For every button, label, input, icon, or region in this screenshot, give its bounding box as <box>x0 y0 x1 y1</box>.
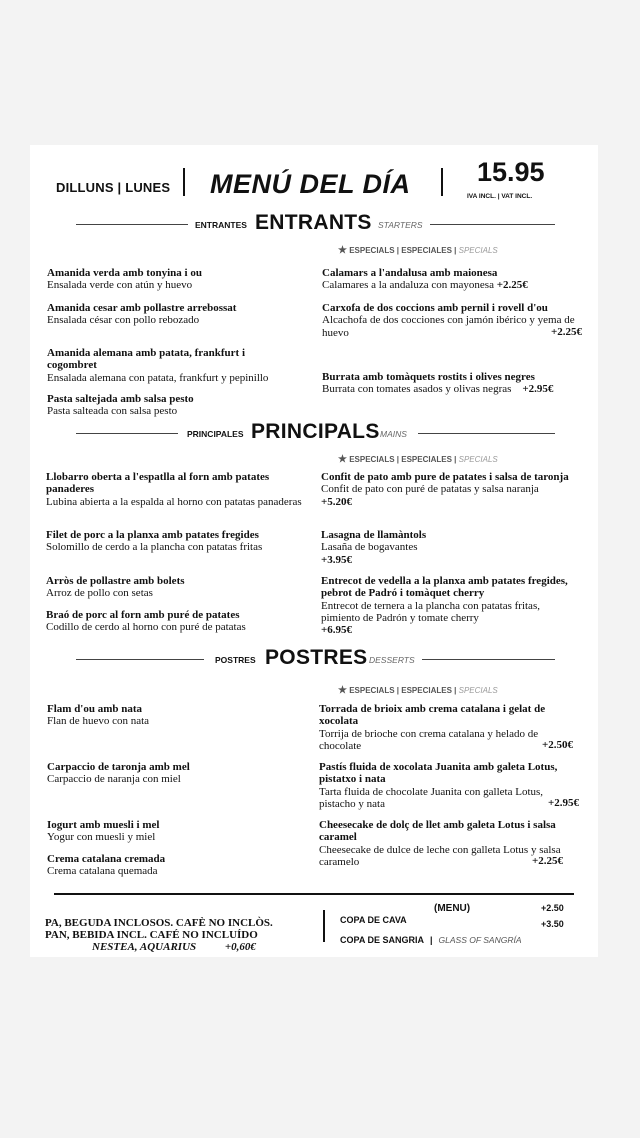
dish-name: Amanida cesar amb pollastre arrebossat <box>47 302 237 314</box>
dish-desc: Ensalada verde con atún y huevo <box>47 279 193 292</box>
dish-desc: Confit de pato con puré de patatas y salsa naranja <box>321 483 539 496</box>
dish-name: Llobarro oberta a l'espatlla al forn amb patates panaderes <box>46 471 270 496</box>
section-title: PRINCIPALS <box>251 420 380 443</box>
tax-note: IVA INCL. | VAT INCL. <box>467 193 533 200</box>
dish <box>319 761 579 810</box>
section-small-label: PRINCIPALES <box>187 429 244 439</box>
divider <box>76 224 188 225</box>
dish <box>319 703 577 752</box>
dish <box>46 609 308 634</box>
dish <box>321 575 571 636</box>
divider <box>418 433 555 434</box>
section-small-label: ENTRANTES <box>195 220 247 230</box>
dish-price: +2.25€ <box>531 855 563 867</box>
divider <box>183 168 185 196</box>
divider <box>76 659 204 660</box>
dish <box>47 393 309 418</box>
separator: | <box>430 935 433 945</box>
dish <box>319 819 567 868</box>
dish-desc: Ensalada alemana con patata, frankfurt y pepinillo <box>47 371 269 384</box>
star-icon: ★ <box>338 685 347 696</box>
dish-name: Pastís fluida de xocolata Juanita amb galeta Lotus, pistatxo i nata <box>319 761 558 786</box>
dish-price: +3.95€ <box>321 553 353 566</box>
dish-desc: Flan de huevo con nata <box>47 715 150 728</box>
specials-italic: SPECIALS <box>458 455 498 464</box>
dish-desc: Ensalada césar con pollo rebozado <box>47 314 200 327</box>
specials-label <box>338 454 498 465</box>
star-icon: ★ <box>338 454 347 465</box>
dish-desc: Burrata con tomates asados y olivas negras <box>322 383 512 396</box>
dish <box>322 302 582 339</box>
dish-name: Filet de porc a la planxa amb patates fregides <box>46 529 259 541</box>
footer-included-ca: PA, BEGUDA INCLOSOS. CAFÈ NO INCLÒS. <box>45 917 273 929</box>
dish-desc: Pasta salteada con salsa pesto <box>47 405 178 418</box>
divider <box>323 910 325 942</box>
dish <box>47 703 309 728</box>
divider <box>76 433 178 434</box>
dish-desc: Tarta fluida de chocolate Juanita con galleta Lotus, pistacho y nata <box>319 785 544 810</box>
dish-name: Lasagna de llamàntols <box>321 529 427 541</box>
footer-drinks-items: NESTEA, AQUARIUS <box>92 941 197 953</box>
dish <box>321 529 583 566</box>
specials-bold: ESPECIALS | ESPECIALES | <box>349 686 457 695</box>
dish-name: Pasta saltejada amb salsa pesto <box>47 393 194 405</box>
dish-name: Calamars a l'andalusa amb maionesa <box>322 267 498 279</box>
dish-name: Amanida verda amb tonyina i ou <box>47 267 202 279</box>
section-en-label: STARTERS <box>378 220 423 230</box>
dish-desc: Alcachofa de dos cocciones con jamón ibérico y yema de huevo <box>322 314 575 339</box>
dish <box>47 853 309 878</box>
specials-label <box>338 245 498 256</box>
dish <box>47 302 309 327</box>
dish-desc: Torrija de brioche con crema catalana y helado de chocolate <box>319 727 539 752</box>
menu-drinks-label: (MENU) <box>434 903 471 914</box>
dish-price: +5.20€ <box>321 495 353 508</box>
dish-desc: Calamares a la andaluza con mayonesa <box>322 279 494 292</box>
dish <box>46 471 308 508</box>
dish-name: Confit de pato amb pure de patates i salsa de taronja <box>321 471 569 483</box>
specials-bold: ESPECIALS | ESPECIALES | <box>349 246 457 255</box>
specials-italic: SPECIALS <box>458 686 498 695</box>
sangria-price: +3.50 <box>541 919 564 929</box>
dish-price: +2.95€ <box>522 383 554 396</box>
divider <box>422 659 555 660</box>
dish-desc: Lubina abierta a la espalda al horno con patatas panaderas <box>46 495 302 508</box>
section-title: ENTRANTS <box>255 211 372 234</box>
footer-drinks-price: +0,60€ <box>224 941 256 953</box>
dish-desc: Arroz de pollo con setas <box>46 587 153 600</box>
dish-name: Cheesecake de dolç de llet amb galeta Lotus i salsa caramel <box>319 819 556 844</box>
dish-name: Braó de porc al forn amb puré de patates <box>46 609 240 621</box>
footer-included-es: PAN, BEBIDA INCL. CAFÉ NO INCLUÍDO <box>45 929 258 941</box>
sangria-en-label: GLASS OF SANGRÍA <box>438 935 522 945</box>
footer-divider <box>54 893 574 895</box>
dish-desc: Yogur con muesli y miel <box>47 831 156 844</box>
dish-desc: Lasaña de bogavantes <box>321 541 418 554</box>
dish-price: +2.95€ <box>547 797 579 809</box>
dish <box>46 529 308 554</box>
dish-desc: Codillo de cerdo al horno con puré de patatas <box>46 621 246 634</box>
dish <box>322 371 582 396</box>
dish-desc: Solomillo de cerdo a la plancha con patatas fritas <box>46 541 263 554</box>
dish-price: +2.50€ <box>541 739 573 751</box>
dish-desc: Cheesecake de dulce de leche con galleta Lotus y salsa caramelo <box>319 843 561 868</box>
section-title: POSTRES <box>265 646 368 669</box>
dish-name: Flam d'ou amb nata <box>47 703 143 715</box>
dish-name: Amanida alemana amb patata, frankfurt i cogombret <box>47 347 246 372</box>
cava-label: COPA DE CAVA <box>340 915 407 925</box>
dish-price: +2.25€ <box>550 326 582 338</box>
dish-name: Carxofa de dos coccions amb pernil i rovell d'ou <box>322 302 548 314</box>
menu-price: 15.95 <box>477 157 545 187</box>
dish-name: Iogurt amb muesli i mel <box>47 819 160 831</box>
footer-drinks <box>92 941 256 954</box>
day-label: DILLUNS | LUNES <box>56 180 171 195</box>
dish-price: +2.25€ <box>496 279 528 292</box>
dish-name: Burrata amb tomàquets rostits i olives negres <box>322 371 535 383</box>
sangria-label: COPA DE SANGRIA <box>340 935 425 945</box>
cava-price: +2.50 <box>541 903 564 913</box>
divider <box>441 168 443 196</box>
dish <box>47 267 309 292</box>
menu-card <box>30 145 598 957</box>
dish-price: +6.95€ <box>321 624 353 637</box>
specials-italic: SPECIALS <box>458 246 498 255</box>
dish <box>322 267 594 292</box>
dish-name: Crema catalana cremada <box>47 853 166 865</box>
dish-name: Arròs de pollastre amb bolets <box>46 575 185 587</box>
section-en-label: MAINS <box>380 429 407 439</box>
specials-label <box>338 685 498 696</box>
dish <box>47 819 309 844</box>
star-icon: ★ <box>338 245 347 256</box>
section-en-label: DESSERTS <box>369 655 415 665</box>
dish-name: Torrada de brioix amb crema catalana i gelat de xocolata <box>319 703 546 728</box>
dish-desc: Crema catalana quemada <box>47 865 158 878</box>
dish <box>47 761 309 786</box>
divider <box>430 224 555 225</box>
specials-bold: ESPECIALS | ESPECIALES | <box>349 455 457 464</box>
dish-desc: Carpaccio de naranja con miel <box>47 773 181 786</box>
dish-desc: Entrecot de ternera a la plancha con patatas fritas, pimiento de Padrón y tomate cherry <box>321 599 540 624</box>
dish <box>321 471 571 508</box>
sangria-row <box>340 930 522 948</box>
section-small-label: POSTRES <box>215 655 256 665</box>
dish <box>46 575 308 600</box>
dish <box>47 347 287 384</box>
dish-name: Entrecot de vedella a la planxa amb patates fregides, pebrot de Padró i tomàquet cherry <box>321 575 568 600</box>
menu-title: MENÚ DEL DÍA <box>210 169 411 199</box>
dish-name: Carpaccio de taronja amb mel <box>47 761 190 773</box>
